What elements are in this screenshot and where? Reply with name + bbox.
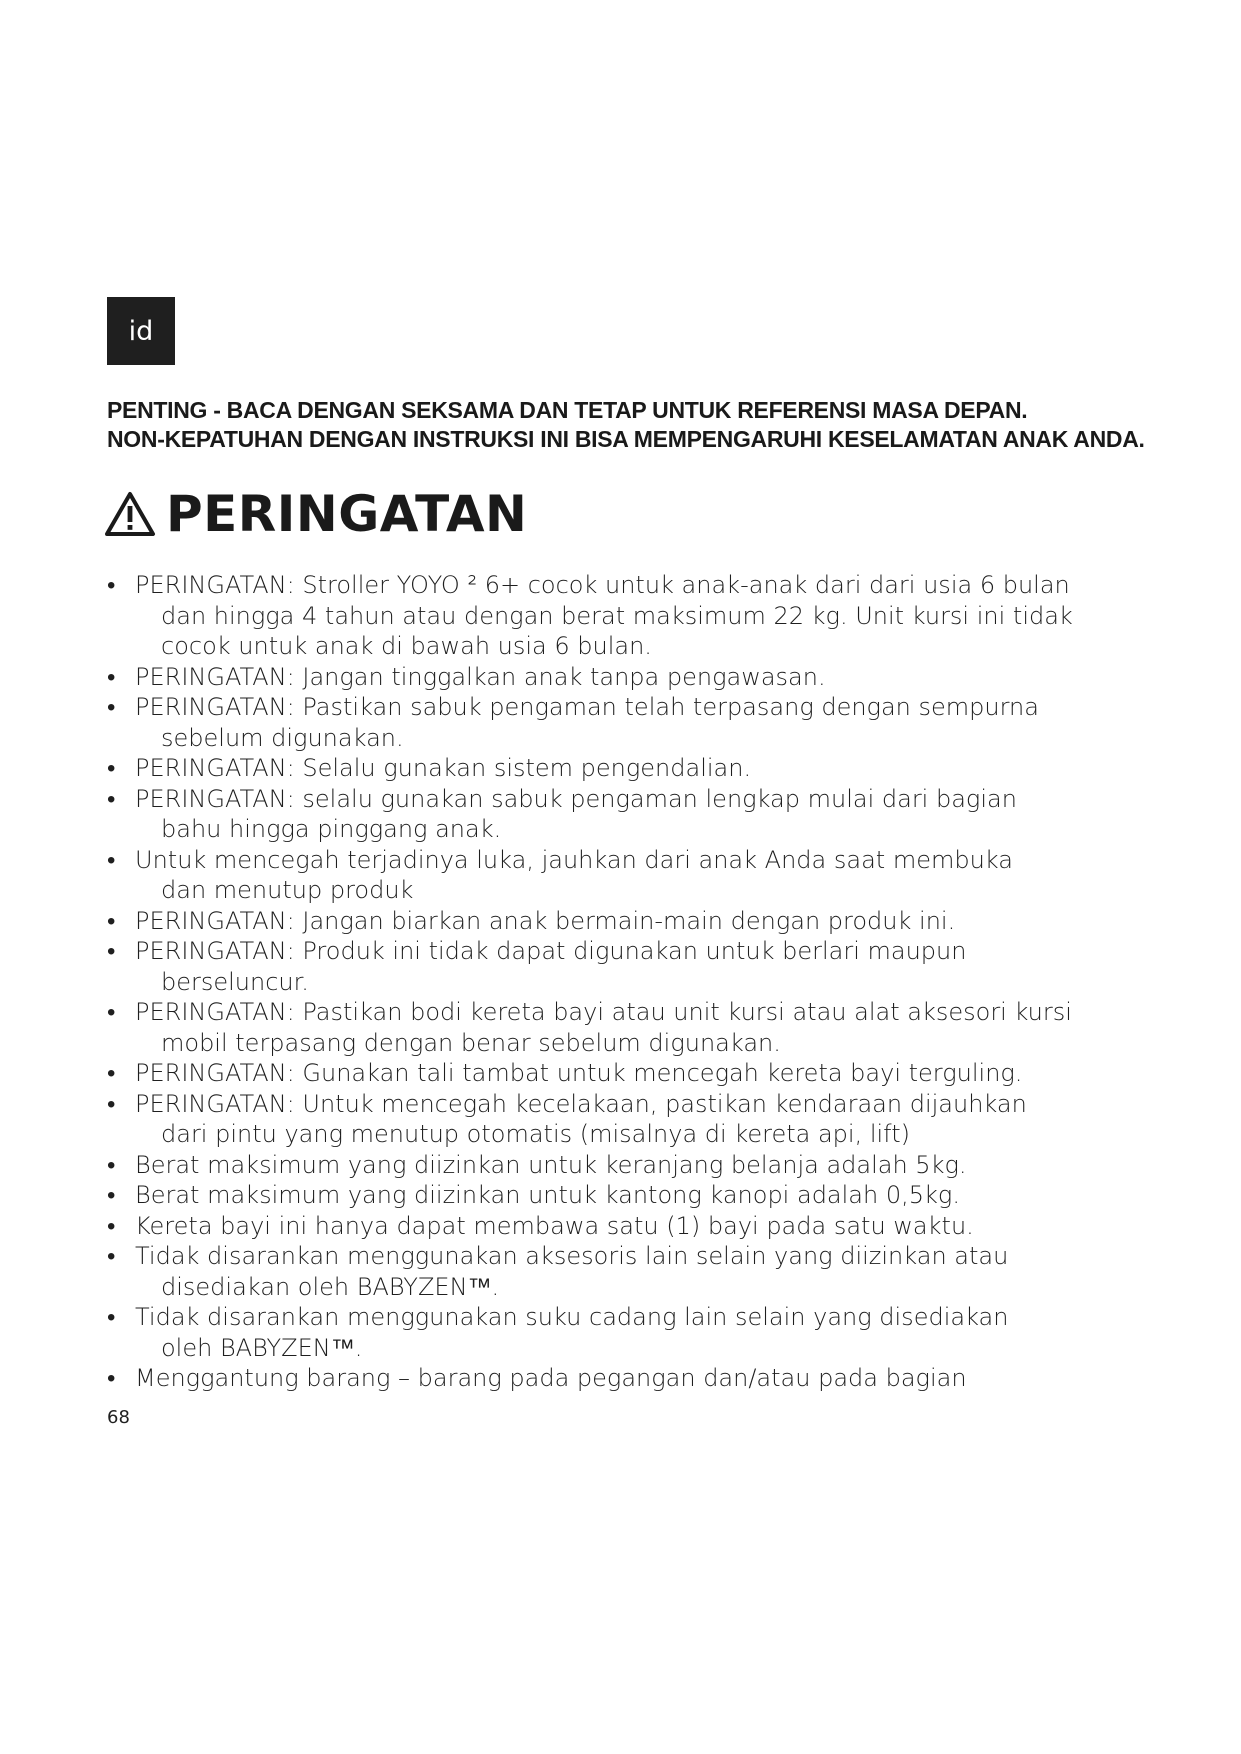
notice-line-1: PENTING - BACA DENGAN SEKSAMA DAN TETAP UNTUK REFERENSI MASA DEPAN. bbox=[107, 397, 1028, 423]
bullet: • bbox=[107, 1303, 116, 1331]
warning-item-line: Untuk mencegah terjadinya luka, jauhkan dari anak Anda saat membuka bbox=[135, 845, 1013, 874]
warning-item-line: dan hingga 4 tahun atau dengan berat maksimum 22 kg. Unit kursi ini tidak bbox=[161, 601, 1073, 630]
warning-item-line: PERINGATAN: Pastikan sabuk pengaman telah terpasang dengan sempurna bbox=[135, 693, 1039, 721]
warning-item-line: mobil terpasang dengan benar sebelum digunakan. bbox=[161, 1028, 781, 1057]
warning-item-line: cocok untuk anak di bawah usia 6 bulan. bbox=[161, 632, 652, 660]
warning-item bbox=[107, 1180, 1157, 1211]
warning-item bbox=[107, 570, 1157, 662]
warning-item-line: PERINGATAN: Jangan biarkan anak bermain-main dengan produk ini. bbox=[135, 906, 956, 935]
bullet: • bbox=[107, 784, 116, 813]
bullet: • bbox=[107, 693, 116, 721]
warning-item-line: PERINGATAN: Untuk mencegah kecelakaan, pastikan kendaraan dijauhkan bbox=[135, 1089, 1027, 1118]
warning-item-line: PERINGATAN: Selalu gunakan sistem pengendalian. bbox=[135, 754, 752, 782]
bullet: • bbox=[107, 1059, 116, 1087]
warning-title: PERINGATAN bbox=[166, 485, 528, 543]
important-notice bbox=[107, 396, 1187, 454]
warning-item-line: bahu hingga pinggang anak. bbox=[161, 815, 502, 843]
warning-item-line: PERINGATAN: Gunakan tali tambat untuk mencegah kereta bayi terguling. bbox=[135, 1059, 1023, 1087]
warning-item bbox=[107, 784, 1157, 845]
bullet: • bbox=[107, 845, 116, 874]
bullet: • bbox=[107, 1150, 116, 1179]
warning-item bbox=[107, 753, 1157, 784]
bullet: • bbox=[107, 906, 116, 935]
warning-item bbox=[107, 845, 1157, 906]
warning-item-line: oleh BABYZEN™. bbox=[161, 1333, 363, 1362]
warning-item bbox=[107, 662, 1157, 693]
warning-item-line: berseluncur. bbox=[161, 967, 309, 996]
warning-item bbox=[107, 1363, 1157, 1394]
bullet: • bbox=[107, 1211, 116, 1240]
warning-item-line: Berat maksimum yang diizinkan untuk kantong kanopi adalah 0,5kg. bbox=[135, 1181, 960, 1209]
warning-item-line: Tidak disarankan menggunakan aksesoris lain selain yang diizinkan atau bbox=[135, 1242, 1009, 1270]
warning-triangle-icon bbox=[104, 490, 156, 538]
notice-line-2: NON-KEPATUHAN DENGAN INSTRUKSI INI BISA MEMPENGARUHI KESELAMATAN ANAK ANDA. bbox=[107, 426, 1145, 452]
warning-item bbox=[107, 1211, 1157, 1242]
warning-item bbox=[107, 692, 1157, 753]
warning-list bbox=[107, 570, 1157, 1394]
warning-item-line: dari pintu yang menutup otomatis (misalnya di kereta api, lift) bbox=[161, 1120, 910, 1148]
bullet: • bbox=[107, 662, 116, 691]
warning-item-line: PERINGATAN: Stroller YOYO ² 6+ cocok untuk anak-anak dari dari usia 6 bulan bbox=[135, 571, 1070, 599]
warning-item-line: dan menutup produk bbox=[161, 876, 414, 904]
warning-item bbox=[107, 1302, 1157, 1363]
bullet: • bbox=[107, 998, 116, 1026]
bullet: • bbox=[107, 571, 116, 599]
page-number: 68 bbox=[107, 1407, 130, 1428]
warning-item bbox=[107, 1241, 1157, 1302]
bullet: • bbox=[107, 754, 116, 782]
warning-item bbox=[107, 1150, 1157, 1181]
warning-item bbox=[107, 997, 1157, 1058]
warning-item-line: PERINGATAN: Pastikan bodi kereta bayi atau unit kursi atau alat aksesori kursi bbox=[135, 998, 1072, 1026]
warning-item-line: PERINGATAN: selalu gunakan sabuk pengaman lengkap mulai dari bagian bbox=[135, 784, 1017, 813]
warning-item-line: Kereta bayi ini hanya dapat membawa satu (1) bayi pada satu waktu. bbox=[135, 1211, 974, 1240]
warning-heading bbox=[104, 484, 527, 544]
warning-item-line: Berat maksimum yang diizinkan untuk keranjang belanja adalah 5kg. bbox=[135, 1150, 967, 1179]
warning-item bbox=[107, 1058, 1157, 1089]
language-tab: id bbox=[107, 297, 175, 365]
warning-item bbox=[107, 1089, 1157, 1150]
warning-item-line: Menggantung barang – barang pada pegangan dan/atau pada bagian bbox=[135, 1364, 967, 1392]
warning-item-line: PERINGATAN: Produk ini tidak dapat digunakan untuk berlari maupun bbox=[135, 937, 967, 965]
warning-item-line: disediakan oleh BABYZEN™. bbox=[161, 1272, 500, 1301]
bullet: • bbox=[107, 1181, 116, 1209]
bullet: • bbox=[107, 1242, 116, 1270]
warning-item bbox=[107, 936, 1157, 997]
warning-item-line: sebelum digunakan. bbox=[161, 723, 404, 752]
warning-item-line: PERINGATAN: Jangan tinggalkan anak tanpa pengawasan. bbox=[135, 662, 826, 691]
bullet: • bbox=[107, 1364, 116, 1392]
bullet: • bbox=[107, 1089, 116, 1118]
warning-item-line: Tidak disarankan menggunakan suku cadang lain selain yang disediakan bbox=[135, 1303, 1009, 1331]
warning-item bbox=[107, 906, 1157, 937]
bullet: • bbox=[107, 937, 116, 965]
